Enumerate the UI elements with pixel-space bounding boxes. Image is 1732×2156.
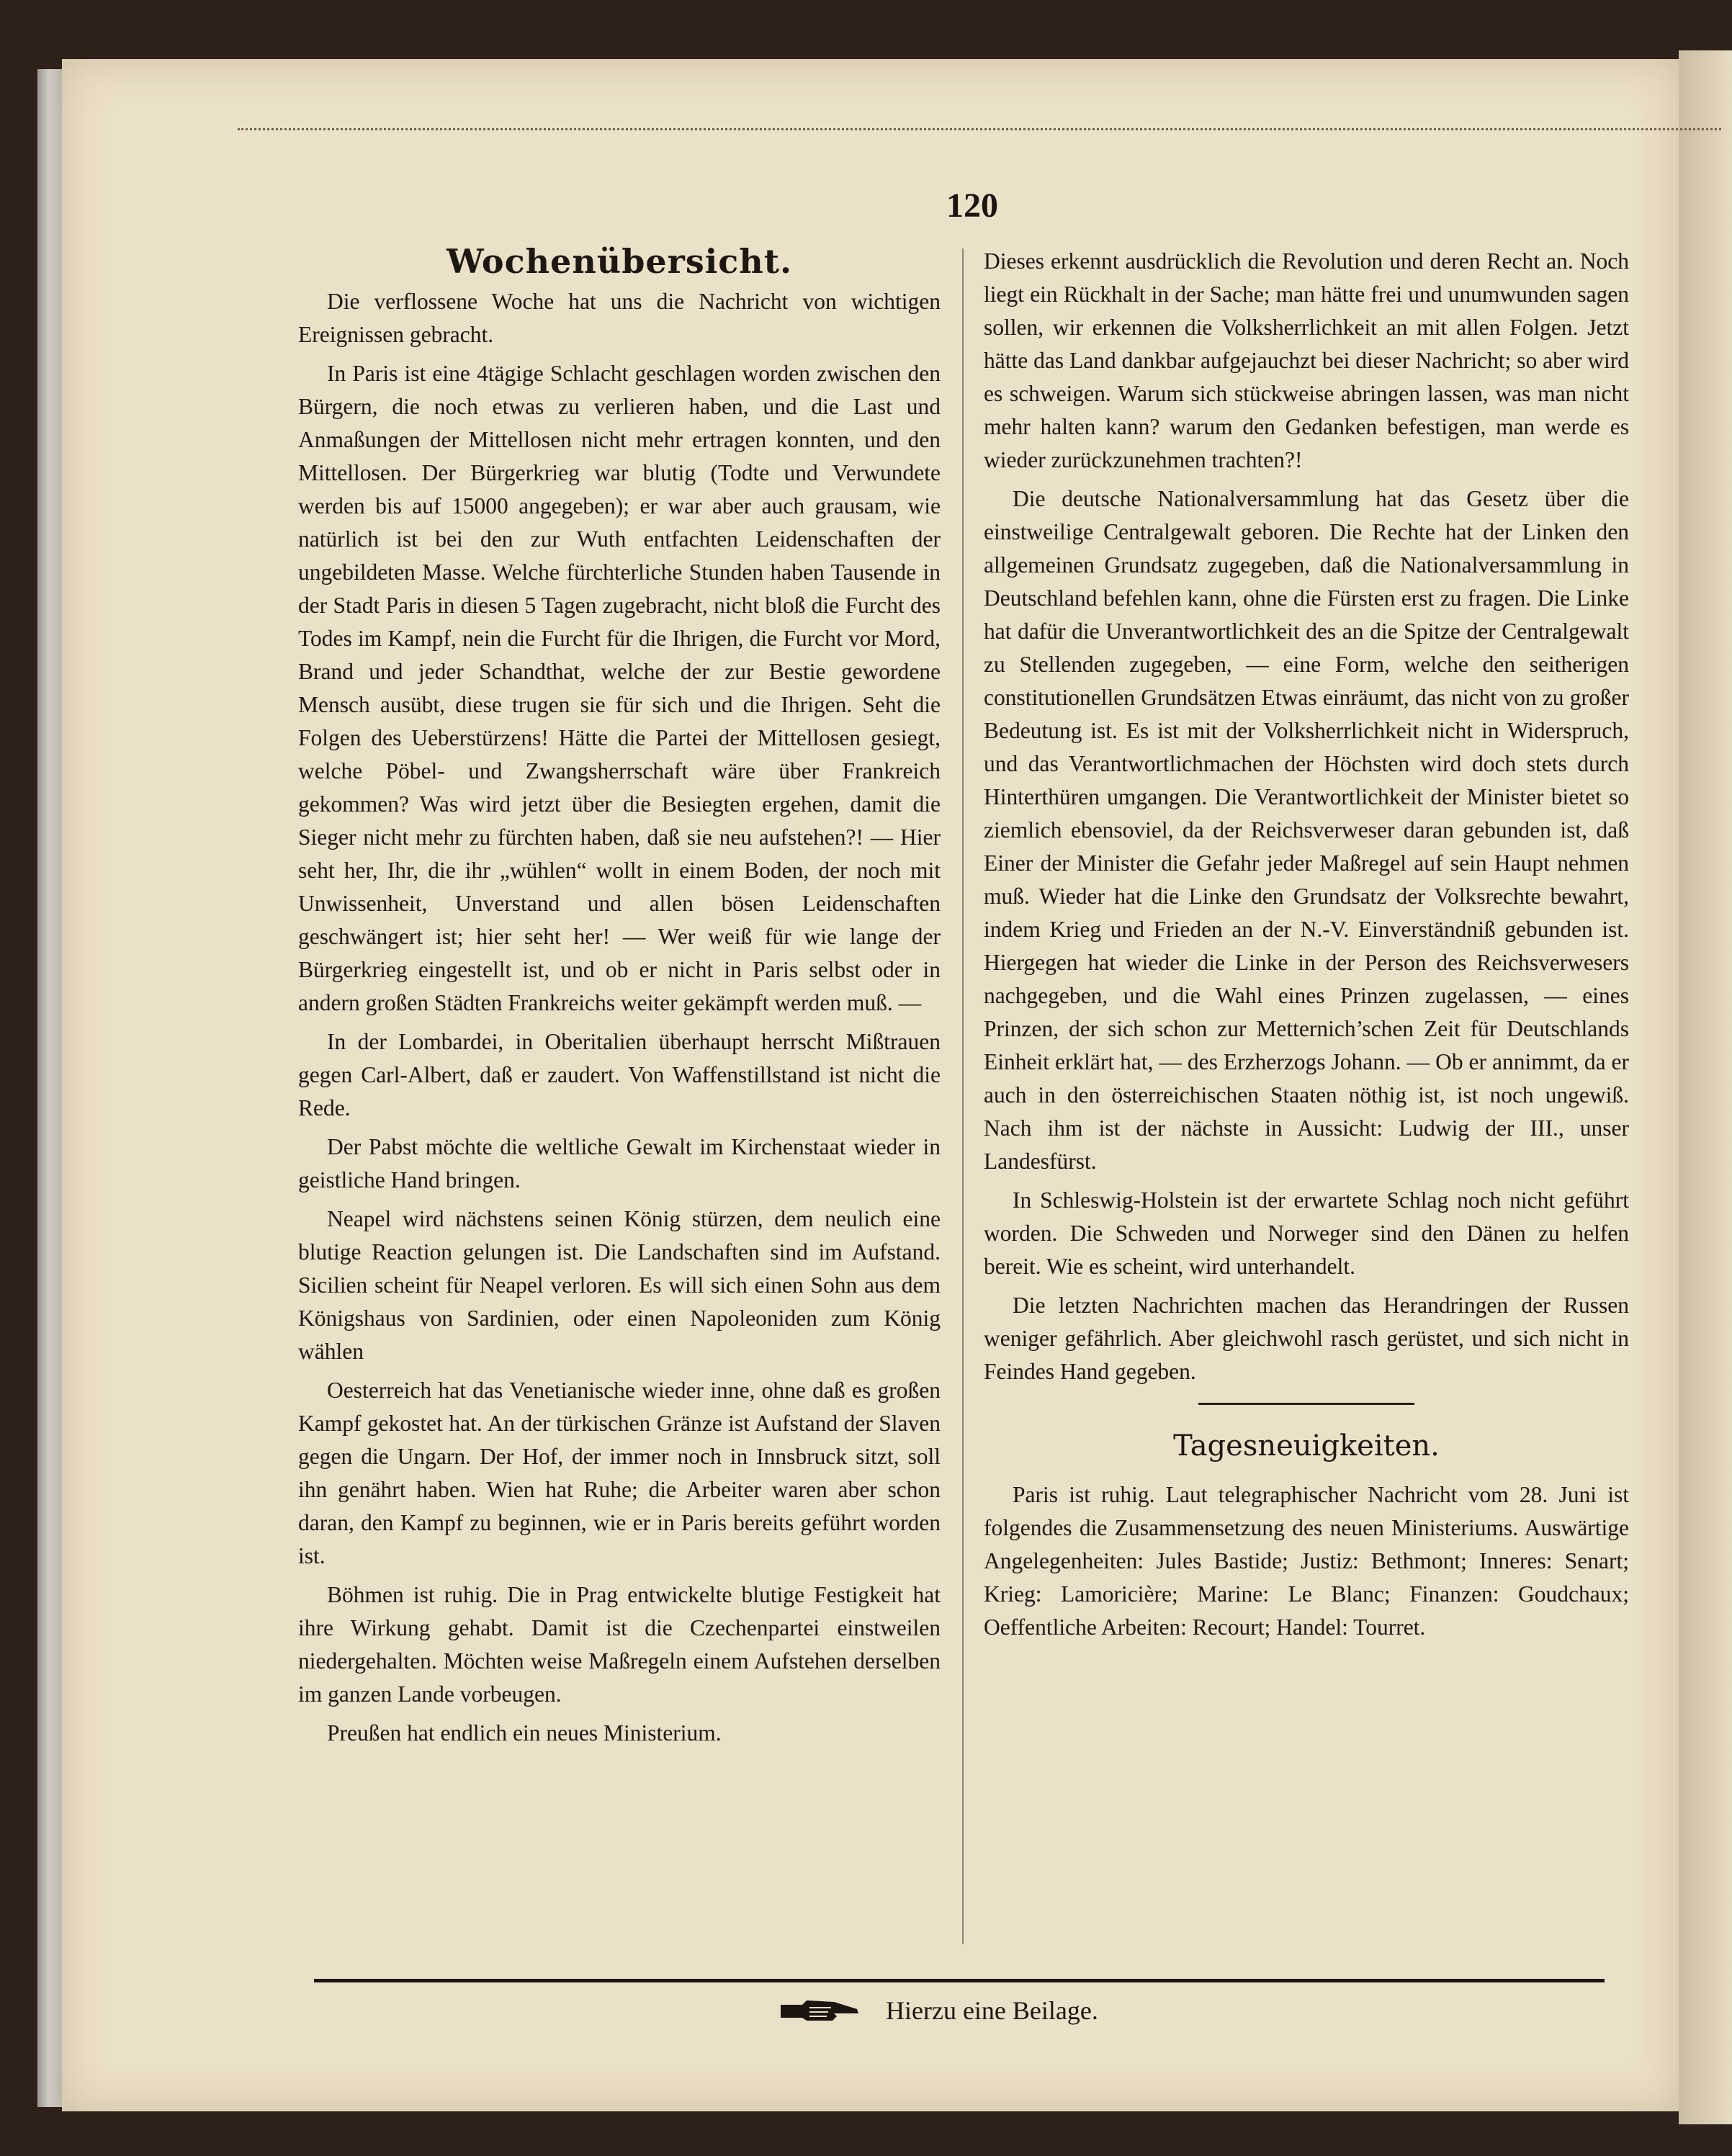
column-divider (962, 248, 964, 1944)
article-paragraph: In der Lombardei, in Oberitalien überhaupt herrscht Mißtrauen gegen Carl-Albert, daß er zaudert. Von Waffenstillstand ist nicht die Rede. (298, 1029, 941, 1120)
footer-note (778, 1989, 1098, 2032)
left-column (298, 242, 941, 1756)
article-paragraph: Die letzten Nachrichten machen das Herandringen der Russen weniger gefährlich. Aber gleichwohl rasch gerüstet, und sich nicht in Feindes Hand gegeben. (984, 1293, 1629, 1384)
article-paragraph: Die deutsche Nationalversammlung hat das Gesetz über die einstweilige Centralgewalt geboren. Die Rechte hat der Linken den allgemeinen Grundsatz zugegeben, daß die Nationalversammlung in Deutschland befehlen kann, ohne die Fürsten erst zu fragen. Die Linke hat dafür die Unverantwortlichkeit des an die Spitze der Centralgewalt zu Stellenden zugegeben, — eine Form, welche den seitherigen constitutionellen Grundsätzen Etwas einräumt, das nicht von zu großer Bedeutung ist. Es ist mit der Volksherrlichkeit nicht in Widerspruch, und das Verantwortlichmachen der Höchsten wird doch stets durch Hinterthüren umgangen. Die Verantwortlichkeit der Minister bietet so ziemlich ebensoviel, da der Reichsverweser daran gebunden ist, daß Einer der Minister die Gefahr jeder Maßregel auf sein Haupt nehmen muß. Wieder hat die Linke den Grundsatz der Volksrechte bewahrt, indem Krieg und Frieden an der N.-V. Einverständniß gebunden ist. Hiergegen hat wieder die Linke in der Person des Reichsverwesers nachgegeben, und die Wahl eines Prinzen zugelassen, — eines Prinzen, der sich schon zur Metternich’schen Zeit für Deutschlands Einheit erklärt hat, — des Erzherzogs Johann. — Ob er annimmt, da er auch in den österreichischen Staaten nöthig ist, ist noch ungewiß. Nach ihm ist der nächste in Aussicht: Ludwig der III., unser Landesfürst. (984, 486, 1629, 1174)
article-paragraph: Oesterreich hat das Venetianische wieder inne, ohne daß es großen Kampf gekostet hat. An der türkischen Gränze ist Aufstand der Slaven gegen die Ungarn. Der Hof, der immer noch in Innsbruck sitzt, soll ihn genährt haben. Wien hat Ruhe; die Arbeiter waren aber schon daran, den Kampf zu beginnen, wie er in Paris bereits geführt worden ist. (298, 1378, 941, 1568)
article-paragraph: Neapel wird nächstens seinen König stürzen, dem neulich eine blutige Reaction gelungen ist. Die Landschaften sind im Aufstand. Sicilien scheint für Neapel verloren. Es will sich einen Sohn aus dem Königshaus von Sardinien, oder einen Napoleoniden zum König wählen (298, 1206, 941, 1364)
article-paragraph: Böhmen ist ruhig. Die in Prag entwickelte blutige Festigkeit hat ihre Wirkung gehabt. Damit ist die Czechenpartei einstweilen niedergehalten. Möchten weise Maßregeln einem Aufstehen derselben im ganzen Lande vorbeugen. (298, 1582, 941, 1707)
article-paragraph: In Schleswig-Holstein ist der erwartete Schlag noch nicht geführt worden. Die Schweden und Norweger sind den Dänen zu helfen bereit. Wie es scheint, wird unterhandelt. (984, 1187, 1629, 1279)
section-separator (1198, 1403, 1414, 1405)
pointing-hand-icon (778, 1995, 864, 2026)
page-stack-edge (37, 69, 65, 2107)
bottom-rule (314, 1979, 1605, 1982)
article-paragraph: Preußen hat endlich ein neues Ministerium. (327, 1720, 722, 1746)
section-title-wochenuebersicht: Wochenübersicht. (447, 242, 792, 281)
article-paragraph: In Paris ist eine 4tägige Schlacht geschlagen worden zwischen den Bürgern, die noch etwas zu verlieren haben, und die Last und Anmaßungen der Mittellosen nicht mehr ertragen konnten, und den Mittellosen. Der Bürgerkrieg war blutig (Todte und Verwundete werden bis auf 15000 angegeben); er war aber auch grausam, wie natürlich ist bei den zur Wuth entfachten Leidenschaften der ungebildeten Masse. Welche fürchterliche Stunden haben Tausende in der Stadt Paris in diesen 5 Tagen zugebracht, nicht bloß die Furcht des Todes im Kampf, nein die Furcht für die Ihrigen, die Furcht vor Mord, Brand und jeder Schandthat, welche der zur Bestie gewordene Mensch ausübt, diese trugen sie für sich und die Ihrigen. Seht die Folgen des Ueberstürzens! Hätte die Partei der Mittellosen gesiegt, welche Pöbel- und Zwangsherrschaft wäre über Frankreich gekommen? Was wird jetzt über die Besiegten ergehen, damit die Sieger nicht mehr zu fürchten haben, daß sie neu aufstehen?! — Hier seht her, Ihr, die ihr „wühlen“ wollt in einem Boden, der noch mit Unwissenheit, Unverstand und allen bösen Leidenschaften geschwängert ist; hier seht her! — Wer weiß für wie lange der Bürgerkrieg eingestellt ist, und ob er nicht in Paris selbst oder in andern großen Städten Frankreichs weiter gekämpft werden muß. — (298, 361, 941, 1015)
top-dotted-rule (238, 128, 1721, 133)
adjacent-page-edge (1679, 50, 1732, 2124)
article-paragraph: Die verflossene Woche hat uns die Nachricht von wichtigen Ereignissen gebracht. (298, 289, 941, 347)
news-paragraph: Paris ist ruhig. Laut telegraphischer Nachricht vom 28. Juni ist folgendes die Zusammensetzung des neuen Ministeriums. Auswärtige Angelegenheiten: Jules Bastide; Justiz: Bethmont; Inneres: Senart; Krieg: Lamoricière; Marine: Le Blanc; Finanzen: Goudchaux; Oeffentliche Arbeiten: Recourt; Handel: Tourret. (984, 1482, 1629, 1640)
right-column (984, 245, 1629, 1650)
footer-text: Hierzu eine Beilage. (886, 1996, 1098, 2025)
article-paragraph: Der Pabst möchte die weltliche Gewalt im Kirchenstaat wieder in geistliche Hand bringen. (298, 1134, 941, 1192)
article-paragraph: Dieses erkennt ausdrücklich die Revolution und deren Recht an. Noch liegt ein Rückhalt in der Sache; man hätte frei und unumwunden sagen sollen, wir erkennen die Volksherrlichkeit an mit allen Folgen. Jetzt hätte das Land dankbar aufgejauchzt bei dieser Nachricht; so aber wird es schweigen. Warum sich stückweise abringen lassen, was man nicht mehr halten kann? warum den Gedanken befestigen, man werde es wieder zurückzunehmen trachten?! (984, 248, 1629, 472)
section-title-tagesneuigkeiten: Tagesneuigkeiten. (1173, 1429, 1440, 1463)
page-number: 120 (946, 187, 998, 225)
